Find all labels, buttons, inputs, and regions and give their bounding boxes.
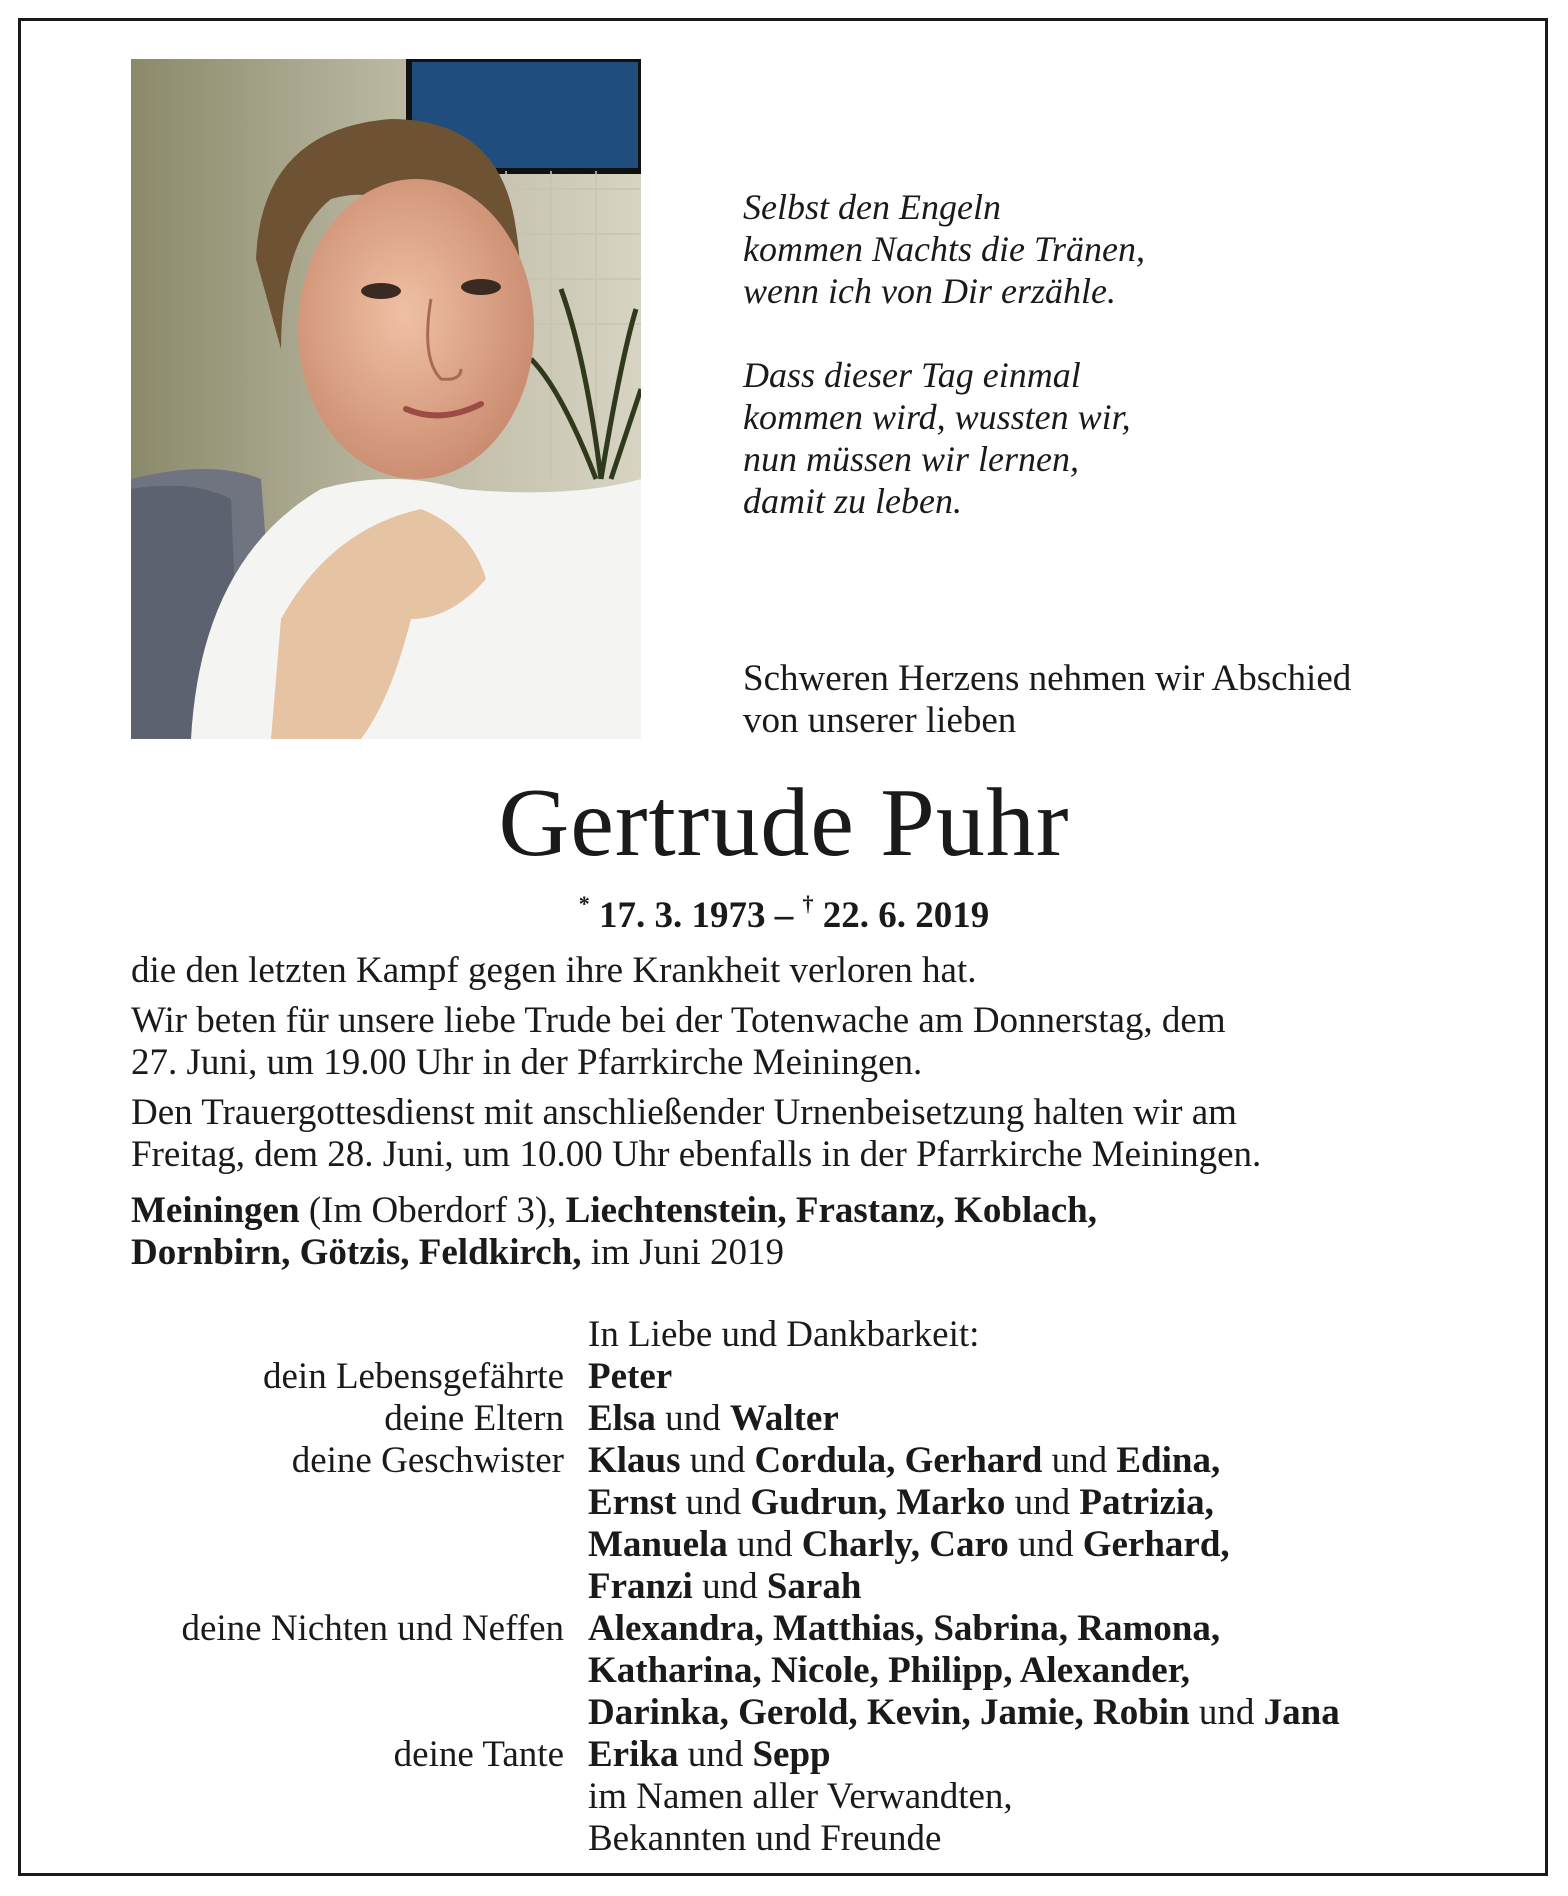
farewell-intro <box>743 658 1351 742</box>
relation-label: deine Geschwister <box>291 1440 564 1481</box>
mourner-names <box>588 1398 839 1440</box>
names-line <box>588 1776 1013 1818</box>
poem-line: Selbst den Engeln <box>743 187 1001 227</box>
poem-line: damit zu leben. <box>743 481 962 521</box>
poem-line: wenn ich von Dir erzähle. <box>743 271 1116 311</box>
relation-label: dein Lebensgefährte <box>263 1356 564 1397</box>
relation-label: deine Nichten und Neffen <box>181 1608 564 1649</box>
text-segment: und <box>1005 1482 1080 1523</box>
text-segment: im Juni 2019 <box>581 1232 785 1273</box>
intro-line: von unserer lieben <box>743 700 1017 741</box>
paragraph-service <box>131 1092 1461 1176</box>
life-dates <box>0 882 1568 938</box>
names-line <box>588 1734 1013 1776</box>
places-line-2 <box>131 1232 1461 1274</box>
death-mark: † <box>802 891 814 916</box>
names-line <box>588 1650 1340 1692</box>
name-bold: Meiningen <box>131 1190 300 1231</box>
name-bold: Klaus <box>588 1440 681 1481</box>
relation-label: deine Tante <box>393 1734 564 1775</box>
birth-mark: * <box>578 891 590 916</box>
name-bold: Manuela <box>588 1524 728 1565</box>
death-date: 22. 6. 2019 <box>822 895 990 936</box>
paragraph-battle <box>131 950 1461 992</box>
name-bold: Sepp <box>752 1734 831 1775</box>
name-bold: Alexandra, Matthias, Sabrina, Ramona, <box>588 1608 1221 1649</box>
poem-line: kommen Nachts die Tränen, <box>743 229 1145 269</box>
places-line-1 <box>131 1190 1461 1232</box>
names-line <box>588 1356 672 1398</box>
text-segment: und <box>678 1734 753 1775</box>
text-segment: und <box>692 1566 767 1607</box>
relation-label: deine Eltern <box>384 1398 564 1439</box>
name-bold: Peter <box>588 1356 673 1397</box>
text-segment: und <box>1042 1440 1117 1481</box>
names-line <box>588 1524 1230 1566</box>
portrait-photo <box>131 59 641 739</box>
names-line <box>588 1818 1013 1860</box>
poem-line: nun müssen wir lernen, <box>743 439 1079 479</box>
birth-date: 17. 3. 1973 <box>599 895 766 936</box>
mourners-header: In Liebe und Dankbarkeit: <box>588 1314 980 1355</box>
names-line <box>588 1440 1230 1482</box>
text-segment: Bekannten und Freunde <box>588 1818 942 1859</box>
name-bold: Katharina, Nicole, Philipp, Alexander, <box>588 1650 1190 1691</box>
poem-stanza-2 <box>743 354 1145 522</box>
text-segment: und <box>1008 1524 1083 1565</box>
text-segment: im Namen aller Verwandten, <box>588 1776 1013 1817</box>
name-bold: Franzi <box>588 1566 693 1607</box>
names-line <box>588 1566 1230 1608</box>
text-line: Wir beten für unsere liebe Trude bei der Totenwache am Donnerstag, dem <box>131 1000 1226 1041</box>
intro-line: Schweren Herzens nehmen wir Abschied <box>743 658 1352 699</box>
name-bold: Ernst <box>588 1482 677 1523</box>
portrait-illustration <box>131 59 641 739</box>
name-bold: Darinka, Gerold, Kevin, Jamie, Robin <box>588 1692 1190 1733</box>
names-line <box>588 1692 1340 1734</box>
names-line <box>588 1398 839 1440</box>
name-bold: Walter <box>729 1398 839 1439</box>
text-segment: (Im Oberdorf 3), <box>299 1190 566 1231</box>
mourner-names <box>588 1608 1340 1734</box>
poem-line: kommen wird, wussten wir, <box>743 397 1131 437</box>
name-bold: Jana <box>1263 1692 1340 1733</box>
names-line <box>588 1482 1230 1524</box>
places-and-date <box>131 1190 1461 1274</box>
names-line <box>588 1608 1340 1650</box>
name-bold: Charly, Caro <box>801 1524 1009 1565</box>
name-bold: Erika <box>588 1734 679 1775</box>
name-bold: Liechtenstein, Frastanz, Koblach, <box>565 1190 1098 1231</box>
name-bold: Cordula, Gerhard <box>754 1440 1043 1481</box>
text-line: 27. Juni, um 19.00 Uhr in der Pfarrkirche Meiningen. <box>131 1042 923 1083</box>
text-line: Freitag, dem 28. Juni, um 10.00 Uhr ebenfalls in der Pfarrkirche Meiningen. <box>131 1134 1262 1175</box>
text-segment: und <box>676 1482 751 1523</box>
poem <box>743 186 1145 564</box>
name-bold: Edina, <box>1116 1440 1221 1481</box>
text-segment: und <box>727 1524 802 1565</box>
poem-stanza-1 <box>743 186 1145 312</box>
text-segment: und <box>655 1398 730 1439</box>
mourner-names <box>588 1734 1013 1860</box>
name-bold: Gudrun, Marko <box>750 1482 1006 1523</box>
poem-line: Dass dieser Tag einmal <box>743 355 1081 395</box>
obituary-text <box>131 950 1461 1282</box>
name-bold: Elsa <box>588 1398 656 1439</box>
paragraph-wake <box>131 1000 1461 1084</box>
mourner-names <box>588 1356 672 1398</box>
name-bold: Dornbirn, Götzis, Feldkirch, <box>131 1232 582 1273</box>
deceased-name: Gertrude Puhr <box>498 769 1070 877</box>
date-separator: – <box>774 895 794 936</box>
text-segment: und <box>1189 1692 1264 1733</box>
mourner-names <box>588 1440 1230 1608</box>
text-segment: und <box>680 1440 755 1481</box>
text-line: Den Trauergottesdienst mit anschließender Urnenbeisetzung halten wir am <box>131 1092 1237 1133</box>
text-line: die den letzten Kampf gegen ihre Krankheit verloren hat. <box>131 950 977 991</box>
name-bold: Patrizia, <box>1079 1482 1214 1523</box>
name-bold: Sarah <box>766 1566 862 1607</box>
name-bold: Gerhard, <box>1082 1524 1230 1565</box>
